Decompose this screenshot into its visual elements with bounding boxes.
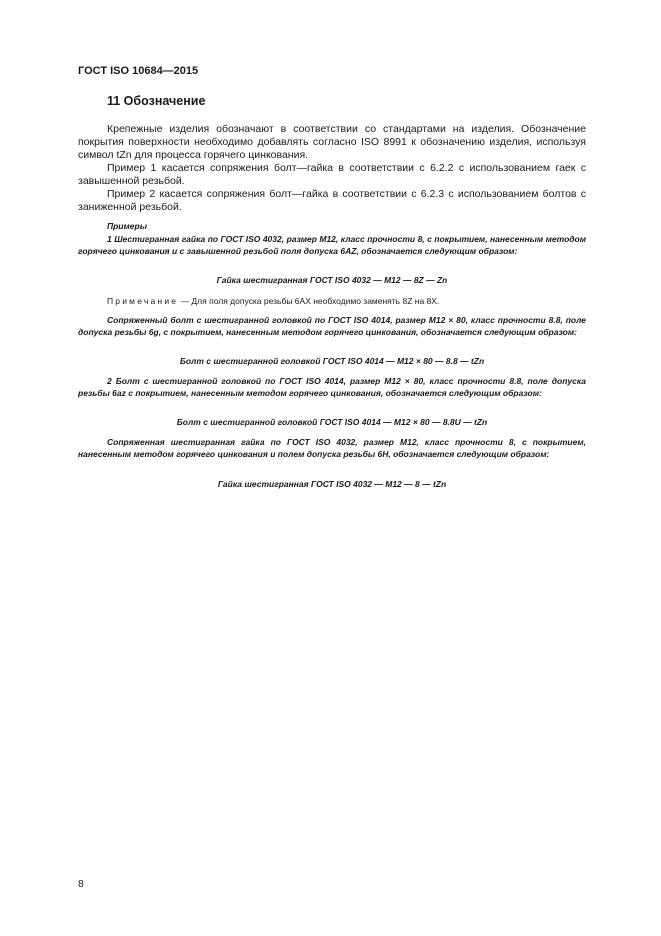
- paragraph-example-2-intro: Пример 2 касается сопряжения болт—гайка в соответствии с 6.2.3 с использованием болтов с заниженной резьбой.: [78, 188, 586, 213]
- note: [107, 296, 439, 306]
- example-1-bolt-text: Сопряженный болт с шестигранной головкой по ГОСТ ISO 4014, размер М12 × 80, класс прочности 8.8, поле допуска резьбы 6g, с покрытием, нанесенным методом горячего цинкования, обозначается следующим образом:: [78, 315, 586, 337]
- paragraph-coating-designation: Крепежные изделия обозначают в соответствии со стандартами на изделия. Обозначение покрытия поверхности необходимо добавлять согласно ISO 8991 к обозначению изделия, используя символ tZn для процесса горячего цинкования.: [78, 123, 586, 161]
- note-label: Примечание: [107, 296, 179, 306]
- example-2-nut-text: Сопряженная шестигранная гайка по ГОСТ ISO 4032, размер М12, класс прочности 8, с покрытием, нанесенным методом горячего цинкования и полем допуска резьбы 6Н, обозначается следующим образом:: [78, 437, 586, 459]
- note-text: — Для поля допуска резьбы 6АХ необходимо заменять 8Z на 8Х.: [178, 296, 440, 306]
- page-number: 8: [78, 878, 84, 890]
- example-1-nut-designation: Гайка шестигранная ГОСТ ISO 4032 — М12 — 8Z — Zn: [216, 275, 448, 285]
- example-2-bolt-text: 2 Болт с шестигранной головкой по ГОСТ ISO 4014, размер М12 × 80, класс прочности 8.8, поле допуска резьбы 6az с покрытием, нанесенным методом горячего цинкования, обозначается следующим образом:: [78, 376, 586, 398]
- section-title: 11 Обозначение: [107, 94, 206, 108]
- paragraph-example-1-intro: Пример 1 касается сопряжения болт—гайка в соответствии с 6.2.2 с использованием гаек с завышенной резьбой.: [78, 162, 586, 187]
- example-1-nut-text: 1 Шестигранная гайка по ГОСТ ISO 4032, размер М12, класс прочности 8, с покрытием, нанесенным методом горячего цинкования и с завышенной резьбой поля допуска 6AZ, обозначается следующим образом:: [78, 234, 586, 256]
- document-code-header: ГОСТ ISO 10684—2015: [78, 65, 199, 77]
- example-2-bolt-designation: Болт с шестигранной головкой ГОСТ ISO 4014 — М12 × 80 — 8.8U — tZn: [176, 417, 488, 427]
- example-1-bolt-designation: Болт с шестигранной головкой ГОСТ ISO 4014 — М12 × 80 — 8.8 — tZn: [179, 356, 485, 366]
- examples-heading: Примеры: [107, 221, 147, 231]
- example-2-nut-designation: Гайка шестигранная ГОСТ ISO 4032 — М12 — 8 — tZn: [217, 479, 447, 489]
